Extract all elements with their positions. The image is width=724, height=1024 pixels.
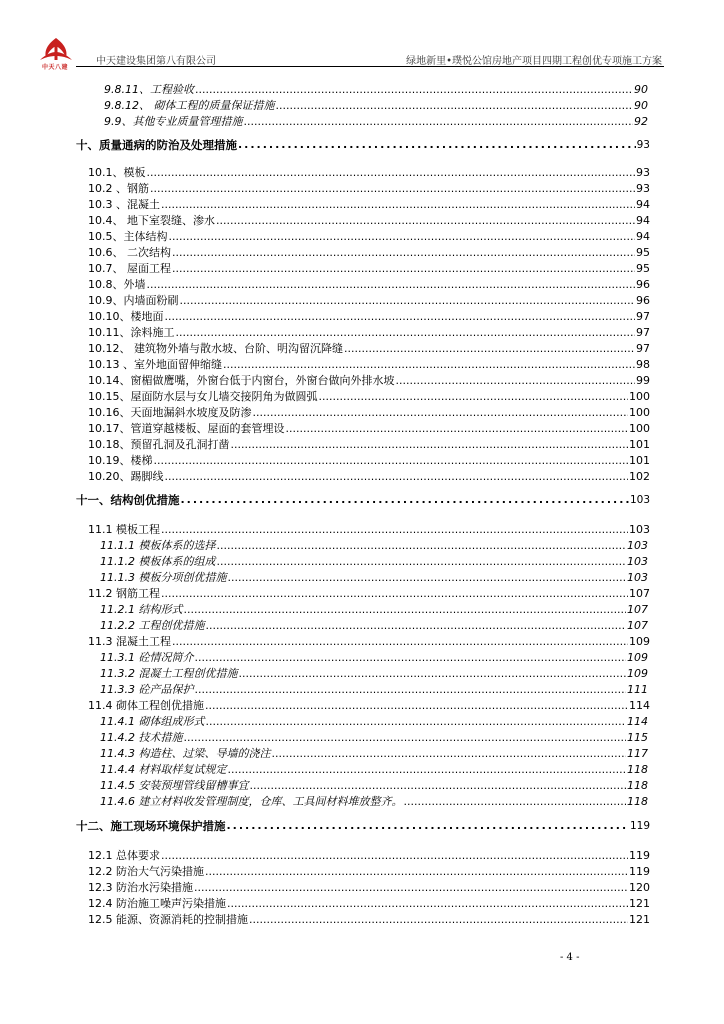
toc-entry-title: 11.3 混凝土工程 — [88, 635, 171, 648]
toc-entry-page: 107 — [627, 619, 648, 632]
toc-entry-title: 11.4.6 建立材料收发管理制度，仓库、工具间材料堆放整齐。 — [100, 795, 403, 808]
toc-entry-page: 99 — [636, 374, 650, 387]
toc-entry-page: 120 — [629, 881, 650, 894]
toc-entry-page: 109 — [627, 651, 648, 664]
toc-entry-page: 119 — [629, 865, 650, 878]
toc-entry[interactable] — [100, 794, 648, 810]
toc-entry-title: 10.11、涂料施工 — [88, 326, 175, 339]
toc-entry-page: 101 — [629, 454, 650, 467]
toc-entry[interactable] — [88, 277, 650, 293]
toc-entry-title: 12.3 防治水污染措施 — [88, 881, 193, 894]
toc-dot-leader — [194, 650, 626, 666]
toc-dot-leader — [180, 293, 636, 309]
toc-entry-title: 十一、结构创优措施 — [76, 493, 180, 507]
toc-entry[interactable] — [88, 293, 650, 309]
toc-entry-title: 10.2 、钢筋 — [88, 182, 149, 195]
toc-entry-page: 119 — [629, 820, 650, 832]
toc-entry-page: 103 — [629, 494, 650, 506]
toc-entry[interactable] — [100, 730, 648, 746]
toc-dot-leader — [227, 818, 629, 834]
toc-entry[interactable] — [100, 602, 648, 618]
toc-entry-page: 95 — [636, 246, 650, 259]
toc-dot-leader — [227, 896, 628, 912]
toc-entry-title: 10.16、天面地漏斜水坡度及防渗 — [88, 406, 252, 419]
toc-dot-leader — [165, 469, 629, 485]
toc-dot-leader — [244, 114, 634, 130]
toc-entry[interactable] — [88, 197, 650, 213]
toc-entry[interactable] — [88, 453, 650, 469]
toc-entry-title: 11.4 砌体工程创优措施 — [88, 699, 204, 712]
toc-entry[interactable] — [88, 405, 650, 421]
toc-dot-leader — [249, 778, 626, 794]
toc-entry-title: 9.9、其他专业质量管理措施 — [104, 115, 243, 128]
toc-dot-leader — [147, 277, 636, 293]
toc-entry-page: 93 — [636, 182, 650, 195]
toc-entry-page: 100 — [629, 406, 650, 419]
toc-entry-page: 94 — [636, 214, 650, 227]
toc-entry-page: 97 — [636, 310, 650, 323]
toc-entry-title: 10.8、外墙 — [88, 278, 146, 291]
toc-entry-page: 96 — [636, 278, 650, 291]
toc-entry[interactable] — [76, 137, 650, 153]
toc-entry-title: 12.1 总体要求 — [88, 849, 160, 862]
toc-dot-leader — [161, 197, 635, 213]
page-header — [0, 0, 724, 70]
toc-entry[interactable] — [104, 98, 648, 114]
toc-entry[interactable] — [88, 698, 650, 714]
toc-entry[interactable] — [100, 570, 648, 586]
toc-entry-title: 10.19、楼梯 — [88, 454, 153, 467]
toc-dot-leader — [172, 261, 635, 277]
toc-entry[interactable] — [76, 818, 650, 834]
toc-dot-leader — [161, 586, 628, 602]
toc-dot-leader — [227, 762, 626, 778]
toc-entry-title: 10.13 、室外地面留伸缩缝 — [88, 358, 222, 371]
toc-entry-page: 121 — [629, 913, 650, 926]
toc-entry[interactable] — [88, 469, 650, 485]
toc-entry-page: 117 — [627, 747, 648, 760]
toc-entry[interactable] — [88, 522, 650, 538]
toc-entry-title: 十二、施工现场环境保护措施 — [76, 819, 226, 833]
toc-dot-leader — [271, 746, 626, 762]
toc-entry-title: 10.20、踢脚线 — [88, 470, 164, 483]
toc-entry[interactable] — [88, 864, 650, 880]
toc-entry-page: 102 — [629, 470, 650, 483]
toc-entry-title: 10.5、主体结构 — [88, 230, 168, 243]
toc-entry-page: 92 — [634, 115, 648, 128]
toc-entry[interactable] — [88, 848, 650, 864]
toc-entry-title: 10.18、预留孔洞及孔洞打凿 — [88, 438, 230, 451]
toc-entry-page: 95 — [636, 262, 650, 275]
toc-dot-leader — [161, 848, 628, 864]
toc-dot-leader — [205, 618, 626, 634]
toc-dot-leader — [172, 245, 635, 261]
toc-entry[interactable] — [100, 746, 648, 762]
toc-dot-leader — [275, 98, 633, 114]
toc-entry[interactable] — [88, 261, 650, 277]
toc-entry-page: 101 — [629, 438, 650, 451]
toc-entry[interactable] — [88, 309, 650, 325]
toc-dot-leader — [396, 373, 636, 389]
toc-entry-title: 10.9、内墙面粉刷 — [88, 294, 179, 307]
toc-entry[interactable] — [88, 389, 650, 405]
toc-entry-title: 12.4 防治施工噪声污染措施 — [88, 897, 226, 910]
toc-entry[interactable] — [88, 213, 650, 229]
toc-dot-leader — [319, 389, 629, 405]
toc-entry-title: 11.4.3 构造柱、过梁、导墙的浇注 — [100, 747, 271, 760]
toc-dot-leader — [176, 325, 636, 341]
toc-entry-page: 93 — [636, 139, 650, 151]
toc-entry-title: 11.1 模板工程 — [88, 523, 160, 536]
toc-entry[interactable] — [100, 538, 648, 554]
header-divider — [76, 66, 664, 67]
page-number: - 4 - — [560, 952, 580, 963]
toc-entry[interactable] — [88, 880, 650, 896]
toc-dot-leader — [147, 165, 636, 181]
toc-entry-page: 90 — [634, 83, 648, 96]
toc-entry-title: 10.6、 二次结构 — [88, 246, 171, 259]
toc-entry[interactable] — [88, 245, 650, 261]
toc-dot-leader — [216, 213, 635, 229]
toc-entry-page: 119 — [629, 849, 650, 862]
toc-dot-leader — [195, 82, 633, 98]
toc-dot-leader — [403, 794, 626, 810]
toc-entry-page: 103 — [627, 539, 648, 552]
toc-entry[interactable] — [88, 437, 650, 453]
toc-entry[interactable] — [88, 357, 650, 373]
toc-entry-page: 103 — [627, 571, 648, 584]
toc-entry-title: 10.17、管道穿越楼板、屋面的套管埋设 — [88, 422, 285, 435]
document-title: 绿地新里•璞悦公馆房地产项目四期工程创优专项施工方案 — [406, 56, 662, 67]
toc-entry-page: 115 — [627, 731, 648, 744]
toc-entry-title: 10.12、 建筑物外墙与散水坡、台阶、明沟留沉降缝 — [88, 342, 343, 355]
toc-entry-page: 94 — [636, 198, 650, 211]
toc-dot-leader — [205, 864, 628, 880]
toc-entry-title: 11.2.2 工程创优措施 — [100, 619, 205, 632]
toc-entry-page: 118 — [627, 779, 648, 792]
toc-entry[interactable] — [88, 325, 650, 341]
toc-entry[interactable] — [100, 714, 648, 730]
toc-entry[interactable] — [88, 421, 650, 437]
toc-dot-leader — [194, 682, 626, 698]
toc-dot-leader — [169, 229, 636, 245]
toc-entry-title: 9.8.12、 砌体工程的质量保证措施 — [104, 99, 275, 112]
toc-entry[interactable] — [88, 181, 650, 197]
toc-entry[interactable] — [88, 229, 650, 245]
toc-entry-title: 11.3.3 砼产品保护 — [100, 683, 194, 696]
toc-dot-leader — [286, 421, 629, 437]
toc-entry-page: 94 — [636, 230, 650, 243]
toc-dot-leader — [205, 714, 626, 730]
toc-entry[interactable] — [88, 634, 650, 650]
toc-entry[interactable] — [76, 492, 650, 508]
toc-entry-page: 93 — [636, 166, 650, 179]
toc-entry-page: 107 — [627, 603, 648, 616]
toc-dot-leader — [161, 522, 628, 538]
toc-entry-title: 10.14、窗楣做鹰嘴，外窗台低于内窗台，外窗台做向外排水坡 — [88, 374, 395, 387]
toc-dot-leader — [183, 730, 626, 746]
toc-entry[interactable] — [100, 666, 648, 682]
toc-entry[interactable] — [88, 586, 650, 602]
toc-entry[interactable] — [104, 82, 648, 98]
toc-entry-title: 12.5 能源、资源消耗的控制措施 — [88, 913, 248, 926]
toc-entry-page: 90 — [634, 99, 648, 112]
toc-entry[interactable] — [88, 341, 650, 357]
toc-entry-page: 118 — [627, 763, 648, 776]
toc-entry-title: 10.7、 屋面工程 — [88, 262, 171, 275]
toc-entry-title: 11.4.2 技术措施 — [100, 731, 183, 744]
toc-entry-title: 10.4、 地下室裂缝、渗水 — [88, 214, 215, 227]
toc-entry-page: 107 — [629, 587, 650, 600]
toc-dot-leader — [249, 912, 628, 928]
toc-dot-leader — [223, 357, 635, 373]
toc-entry[interactable] — [100, 618, 648, 634]
toc-entry-page: 114 — [627, 715, 648, 728]
toc-entry[interactable] — [88, 912, 650, 928]
toc-dot-leader — [205, 698, 628, 714]
toc-entry-title: 11.4.5 安装预埋管线留槽事宜 — [100, 779, 249, 792]
toc-entry[interactable] — [100, 778, 648, 794]
toc-entry-page: 100 — [629, 422, 650, 435]
toc-entry[interactable] — [88, 373, 650, 389]
toc-entry-page: 103 — [627, 555, 648, 568]
toc-dot-leader — [227, 570, 626, 586]
toc-entry-page: 118 — [627, 795, 648, 808]
toc-entry-title: 12.2 防治大气污染措施 — [88, 865, 204, 878]
toc-dot-leader — [172, 634, 628, 650]
toc-entry-title: 10.3 、混凝土 — [88, 198, 160, 211]
toc-entry[interactable] — [88, 165, 650, 181]
toc-dot-leader — [181, 492, 629, 508]
toc-dot-leader — [253, 405, 629, 421]
toc-dot-leader — [231, 437, 629, 453]
toc-entry[interactable] — [100, 650, 648, 666]
toc-entry[interactable] — [100, 554, 648, 570]
toc-entry[interactable] — [104, 114, 648, 130]
toc-entry-title: 11.2.1 结构形式 — [100, 603, 183, 616]
toc-entry-title: 11.3.1 砼情况简介 — [100, 651, 194, 664]
toc-dot-leader — [216, 538, 626, 554]
toc-entry-page: 98 — [636, 358, 650, 371]
toc-dot-leader — [165, 309, 636, 325]
toc-dot-leader — [238, 137, 636, 153]
logo-text: 中天八建 — [41, 64, 68, 71]
toc-entry[interactable] — [100, 682, 648, 698]
toc-entry-page: 109 — [629, 635, 650, 648]
toc-entry-title: 11.1.1 模板体系的选择 — [100, 539, 216, 552]
toc-entry-title: 11.2 钢筋工程 — [88, 587, 160, 600]
toc-entry-page: 96 — [636, 294, 650, 307]
toc-entry-title: 11.4.1 砌体组成形式 — [100, 715, 205, 728]
toc-entry-title: 11.4.4 材料取样复试规定 — [100, 763, 227, 776]
toc-entry[interactable] — [88, 896, 650, 912]
toc-entry-title: 11.1.3 模板分项创优措施 — [100, 571, 227, 584]
toc-dot-leader — [154, 453, 629, 469]
toc-entry-title: 10.1、模板 — [88, 166, 146, 179]
toc-entry-page: 100 — [629, 390, 650, 403]
toc-entry-page: 97 — [636, 342, 650, 355]
toc-entry-title: 10.15、屋面防水层与女儿墙交接阴角为做圆弧 — [88, 390, 318, 403]
toc-dot-leader — [194, 880, 628, 896]
toc-entry-page: 109 — [627, 667, 648, 680]
company-name: 中天建设集团第八有限公司 — [96, 56, 216, 67]
toc-entry-title: 11.1.2 模板体系的组成 — [100, 555, 216, 568]
toc-entry-title: 11.3.2 混凝土工程创优措施 — [100, 667, 238, 680]
toc-entry-title: 10.10、楼地面 — [88, 310, 164, 323]
toc-entry[interactable] — [100, 762, 648, 778]
toc-dot-leader — [344, 341, 635, 357]
toc-dot-leader — [238, 666, 626, 682]
toc-entry-page: 103 — [629, 523, 650, 536]
toc-entry-title: 十、质量通病的防治及处理措施 — [76, 138, 237, 152]
toc-dot-leader — [183, 602, 626, 618]
toc-dot-leader — [216, 554, 626, 570]
toc-dot-leader — [150, 181, 635, 197]
toc-entry-page: 114 — [629, 699, 650, 712]
toc-entry-page: 97 — [636, 326, 650, 339]
toc-entry-page: 111 — [627, 683, 648, 696]
toc-entry-page: 121 — [629, 897, 650, 910]
toc-entry-title: 9.8.11、工程验收 — [104, 83, 194, 96]
